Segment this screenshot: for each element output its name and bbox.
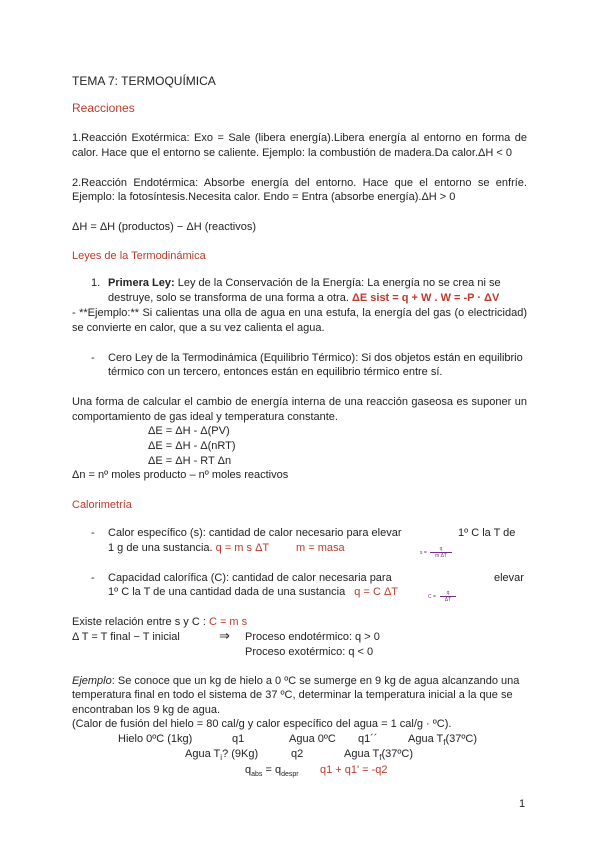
heat-balance xyxy=(245,763,299,782)
ejemplo-calorimetria-line-3: encontraban los 9 kg de agua. xyxy=(72,704,221,716)
formula-s-label: s = xyxy=(420,550,427,556)
ejemplo-line-2: se convierte en calor, que a su vez calienta el agua. xyxy=(72,322,325,334)
ejemplo-label: Ejemplo xyxy=(72,675,112,687)
delta-n-definition: Δn = nº moles producto – nº moles reactivos xyxy=(72,469,289,481)
proceso-endotermico: Proceso endotérmico: q > 0 xyxy=(245,631,380,643)
formula-c-denominator: ΔT xyxy=(444,597,452,603)
agua-ti-mass: ? (9Kg) xyxy=(222,748,259,760)
ejemplo-text: : Se conoce que un kg de hielo a 0 ºC se sumerge en 9 kg de agua alcanzando una xyxy=(111,675,520,687)
capacidad-calorifica-line-2 xyxy=(108,585,398,599)
primera-ley-label: Primera Ley: xyxy=(108,277,175,289)
relacion-s-c xyxy=(72,615,247,629)
diagram-agua-0: Agua 0ºC xyxy=(289,733,336,745)
formula-s-fraction xyxy=(430,546,452,559)
section-heading-calorimetria: Calorimetría xyxy=(72,499,132,511)
q-abs: q xyxy=(245,764,252,776)
endotermica-line-1: 2.Reacción Endotérmica: Absorbe energía del entorno. Hace que el entorno se enfríe. xyxy=(72,177,527,189)
formula-c-label: C = xyxy=(428,594,436,600)
ejemplo-line-1: - **Ejemplo:** Si calientas una olla de agua en una estufa, la energía del gas (o electricidad) xyxy=(72,307,527,319)
heat-balance-red: q1 + q1' = -q2 xyxy=(320,764,388,776)
calor-especifico-text: 1 g de una sustancia. xyxy=(108,542,213,554)
exotermica-line-2: calor. Hace que el entorno se caliente. Ejemplo: la combustión de madera.Da calor.ΔH < 0 xyxy=(72,147,512,159)
primera-ley-text: Ley de la Conservación de la Energía: La energía no se crea ni se xyxy=(177,277,501,289)
relacion-text: Existe relación entre s y C : xyxy=(72,616,206,628)
capacidad-calorifica-line-1-tail: elevar xyxy=(494,572,524,584)
capacidad-calorifica-bullet: - xyxy=(91,572,95,584)
implies-arrow: ⇒ xyxy=(219,628,230,643)
agua-tf-2-temp: (37ºC) xyxy=(381,748,414,760)
endotermica-line-2: Ejemplo: la fotosíntesis.Necesita calor. Endo = Entra (absorbe energía).ΔH > 0 xyxy=(72,191,456,203)
primera-ley-line-1 xyxy=(108,276,501,290)
agua-tf-1-sub: f xyxy=(443,738,446,748)
equals-q: = q xyxy=(262,764,282,776)
despr-sub: despr xyxy=(281,771,299,779)
equation-3: ΔE = ΔH - RT Δn xyxy=(148,455,232,467)
calor-especifico-line-2 xyxy=(108,541,269,555)
cero-ley-bullet: - xyxy=(91,352,95,364)
calor-especifico-formula: q = m s ΔT xyxy=(215,542,270,554)
primera-ley-text-2: destruye, solo se transforma de una forma a otra. xyxy=(108,292,349,304)
diagram-q2: q2 xyxy=(291,748,304,760)
section-heading-leyes: Leyes de la Termodinámica xyxy=(72,250,206,262)
cero-ley-line-1: Cero Ley de la Termodinámica (Equilibrio Térmico): Si dos objetos están en equilibrio xyxy=(108,352,523,364)
diagram-hielo: Hielo 0ºC (1kg) xyxy=(118,733,193,745)
capacidad-calorifica-formula: q = C ΔT xyxy=(354,586,399,598)
agua-tf-2-label: Agua T xyxy=(344,748,380,760)
delta-h-formula: ΔH = ΔH (productos) − ΔH (reactivos) xyxy=(72,221,257,233)
section-heading-reacciones: Reacciones xyxy=(72,101,135,115)
primera-ley-line-2 xyxy=(108,291,499,305)
formula-c-numerator: q xyxy=(440,590,456,597)
ejemplo-calorimetria-line-4: (Calor de fusión del hielo = 80 cal/g y calor específico del agua = 1 cal/g · ºC). xyxy=(72,718,452,730)
agua-tf-2-sub: f xyxy=(379,753,382,763)
masa-definition: m = masa xyxy=(296,542,345,554)
proceso-exotermico: Proceso exotérmico: q < 0 xyxy=(245,646,374,658)
primera-ley-formula: ΔE sist = q + W . W = -P · ΔV xyxy=(351,292,500,304)
cero-ley-line-2: térmico con un tercero, entonces están en equilibrio térmico entre sí. xyxy=(108,366,443,378)
agua-tf-1-label: Agua T xyxy=(408,733,444,745)
ejemplo-calorimetria-line-1 xyxy=(72,674,519,688)
abs-sub: abs xyxy=(251,771,263,779)
capacidad-calorifica-text: 1º C la T de una cantidad dada de una sustancia xyxy=(108,586,346,598)
agua-ti-label: Agua T xyxy=(185,748,221,760)
energia-interna-line-2: comportamiento de gas ideal y temperatura constante. xyxy=(72,411,338,423)
calor-especifico-line-1-tail: 1º C la T de xyxy=(458,527,516,539)
page-number: 1 xyxy=(519,798,526,810)
diagram-q1: q1 xyxy=(232,733,245,745)
page-title: TEMA 7: TERMOQUÍMICA xyxy=(72,74,216,88)
calor-especifico-line-1: Calor específico (s): cantidad de calor necesario para elevar xyxy=(108,527,402,539)
diagram-q1-double: q1´´ xyxy=(358,733,378,745)
agua-tf-1-temp: (37ºC) xyxy=(445,733,478,745)
equation-1: ΔE = ΔH - Δ(PV) xyxy=(148,425,230,437)
relacion-formula: C = m s xyxy=(208,616,248,628)
equation-2: ΔE = ΔH - Δ(nRT) xyxy=(148,440,236,452)
capacidad-calorifica-line-1: Capacidad calorífica (C): cantidad de calor necesaria para xyxy=(108,572,392,584)
formula-c-fraction xyxy=(440,590,456,603)
exotermica-line-1: 1.Reacción Exotérmica: Exo = Sale (libera energía).Libera energía al entorno en forma de xyxy=(72,132,527,144)
delta-t-definition: Δ T = T final − T inicial xyxy=(72,631,180,643)
agua-ti-sub: i xyxy=(220,753,223,763)
diagram-agua-tf-1 xyxy=(408,732,477,750)
formula-s-denominator: m ΔT xyxy=(435,553,447,559)
calor-especifico-bullet: - xyxy=(91,527,95,539)
formula-s-numerator: q xyxy=(430,546,452,553)
ejemplo-calorimetria-line-2: temperatura final en todo el sistema de 37 ºC, determinar la temperatura inicial a la que se xyxy=(72,689,513,701)
primera-ley-number: 1. xyxy=(91,277,101,289)
energia-interna-line-1: Una forma de calcular el cambio de energía interna de una reacción gaseosa es suponer un xyxy=(72,396,527,408)
